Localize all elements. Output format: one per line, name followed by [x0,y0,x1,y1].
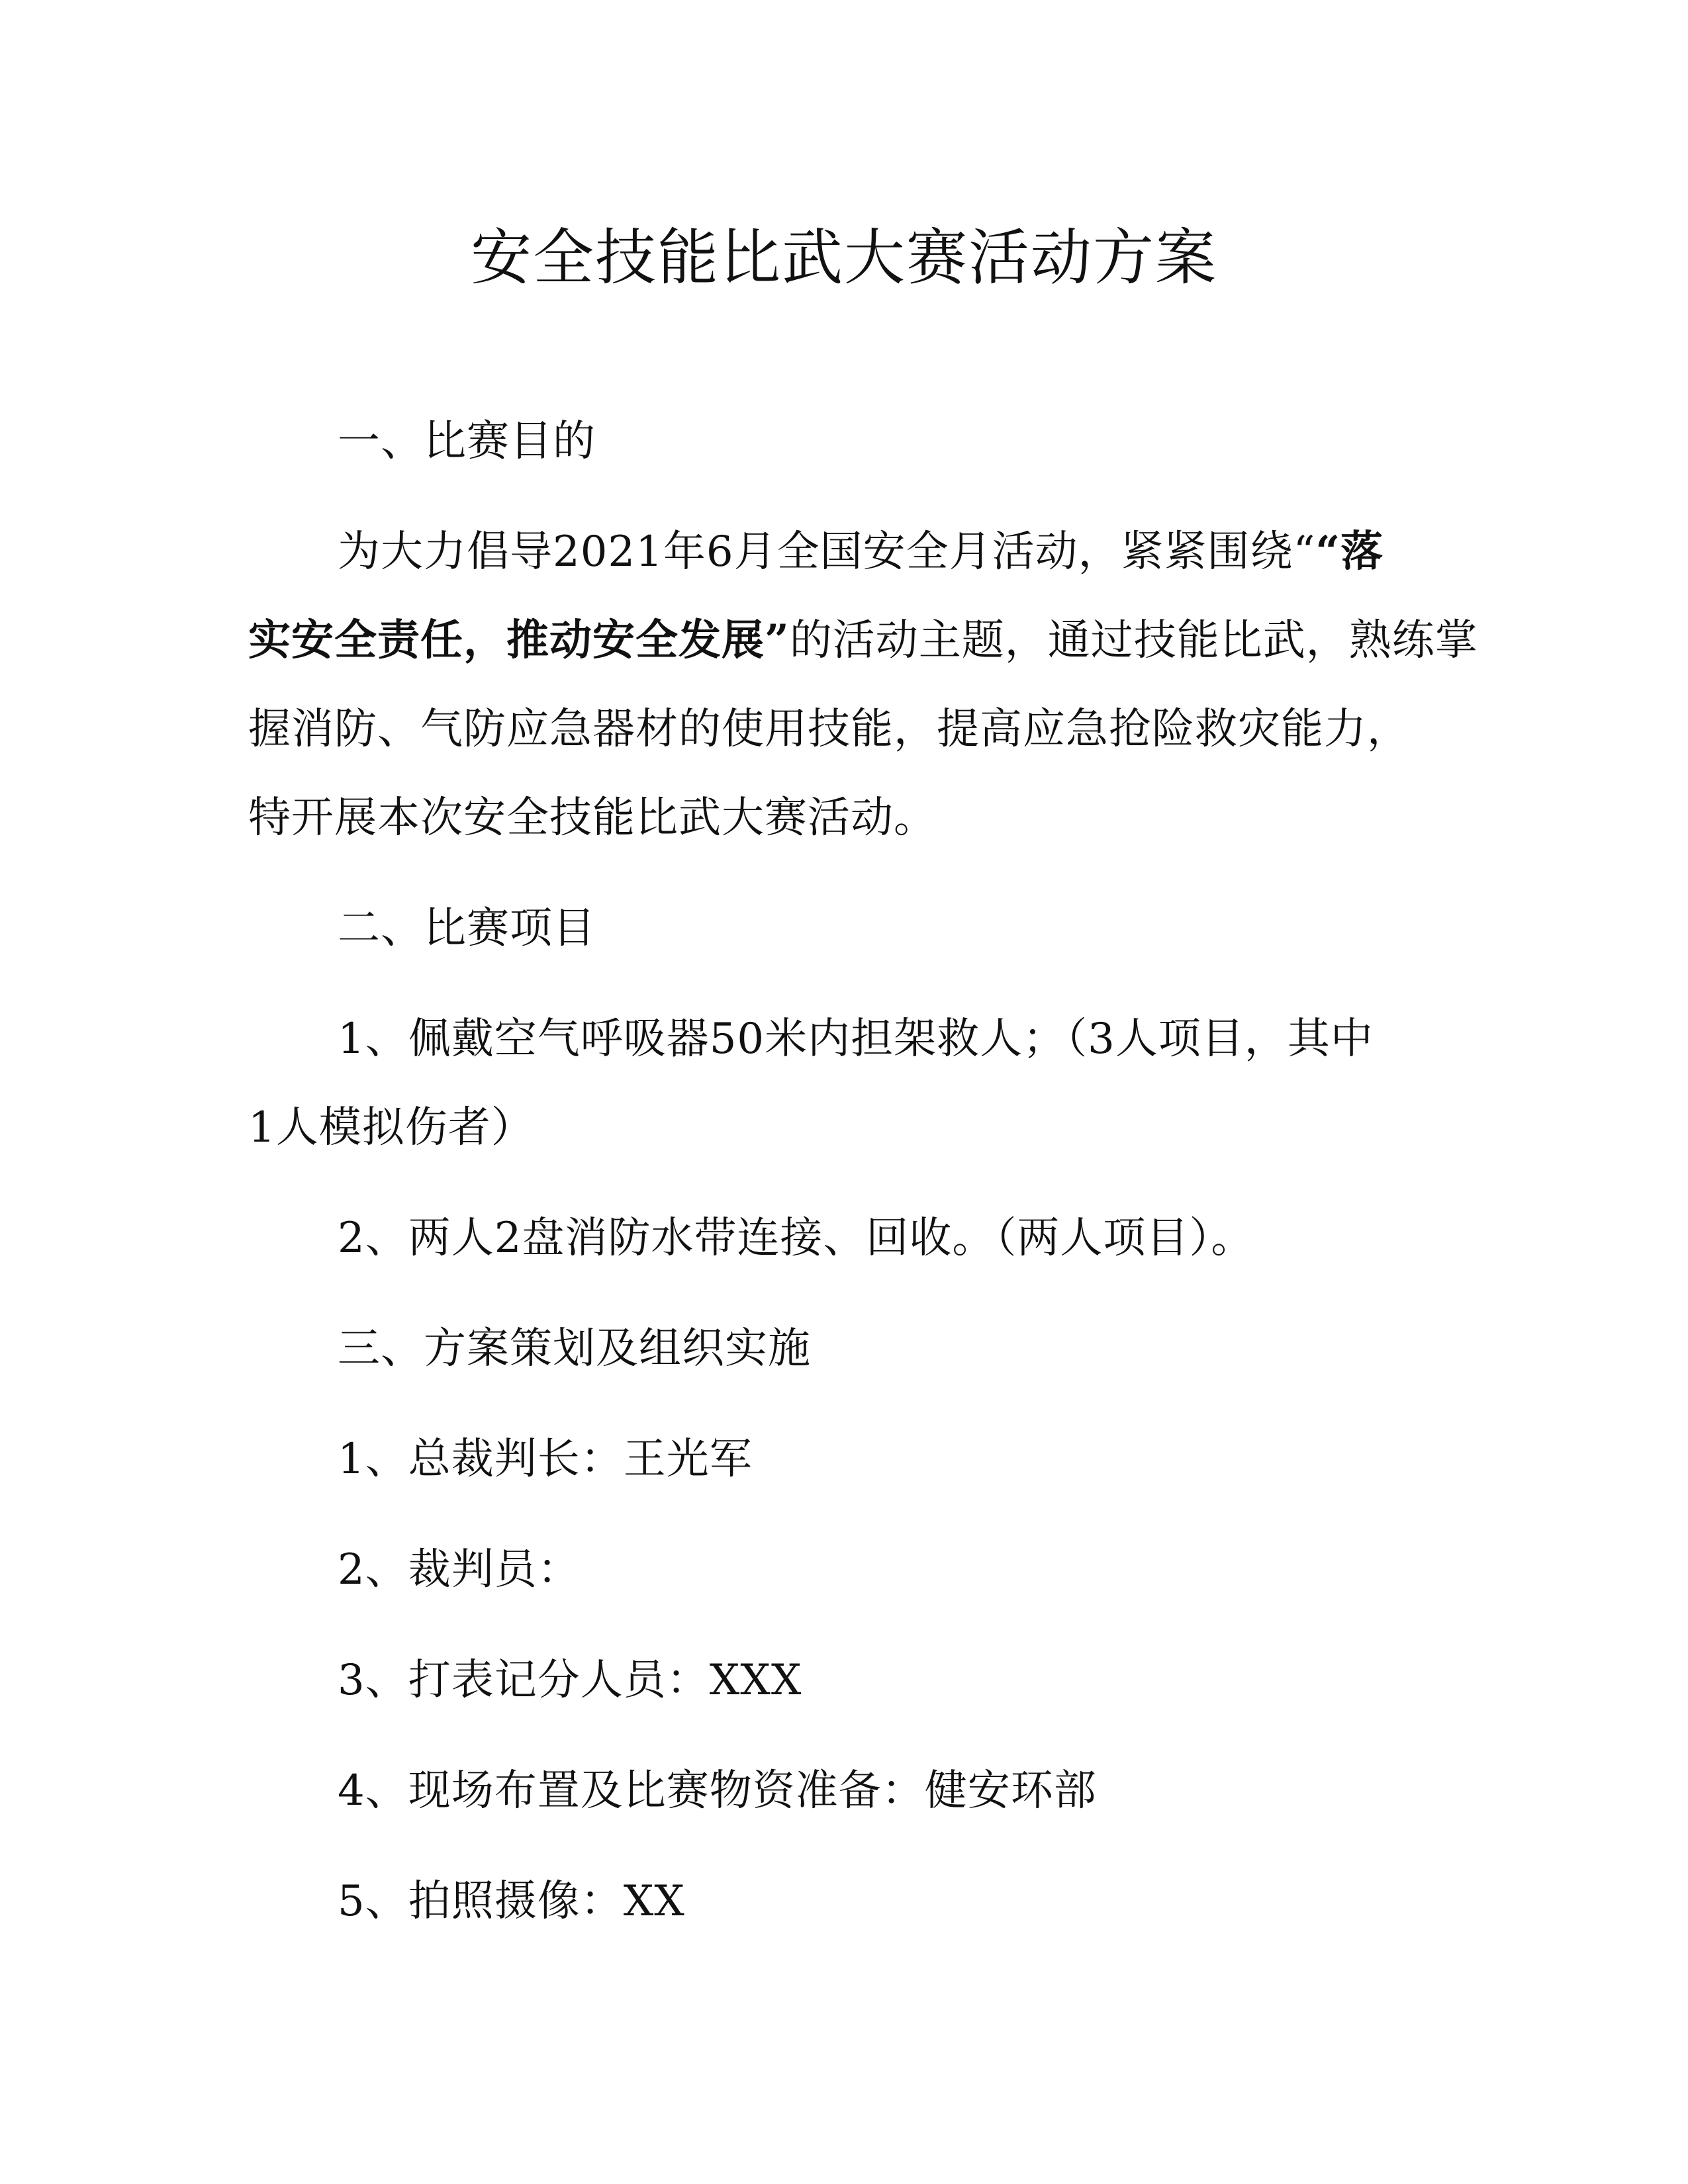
list-item: 3、打表记分人员：XXX [338,1656,802,1705]
paragraph-line: 握消防、气防应急器材的使用技能，提高应急抢险救灾能力， [248,705,1410,754]
paragraph-line [248,508,1433,596]
paragraph-text-bold: 实安全责任，推动安全发展” [248,615,790,665]
paragraph-line [248,596,1478,685]
list-item: 5、拍照摄像：XX [338,1877,685,1926]
list-item-continuation: 1人模拟伤者） [248,1103,534,1152]
section-heading-purpose: 一、比赛目的 [338,417,596,466]
list-item: 1、总裁判长：王光军 [338,1435,753,1484]
document-title: 安全技能比武大赛活动方案 [470,222,1217,293]
purpose-paragraph [248,508,1478,862]
list-item: 2、两人2盘消防水带连接、回收。（两人项目）。 [338,1214,1254,1263]
section-heading-organization: 三、方案策划及组织实施 [338,1324,811,1373]
paragraph-text: 的活动主题，通过技能比武，熟练掌 [789,616,1478,665]
section-heading-items: 二、比赛项目 [338,904,596,953]
list-item: 4、现场布置及比赛物资准备：健安环部 [338,1766,1097,1815]
paragraph-text: 为大力倡导2021年6月全国安全月活动，紧紧围绕“ [338,527,1316,576]
list-item: 1、佩戴空气呼吸器50米内担架救人；（3人项目，其中 [338,1015,1374,1064]
document-body [248,397,1478,1946]
paragraph-line: 特开展本次安全技能比武大赛活动。 [248,794,937,842]
paragraph-text-bold: “落 [1315,527,1384,576]
list-item: 2、裁判员： [338,1545,581,1594]
